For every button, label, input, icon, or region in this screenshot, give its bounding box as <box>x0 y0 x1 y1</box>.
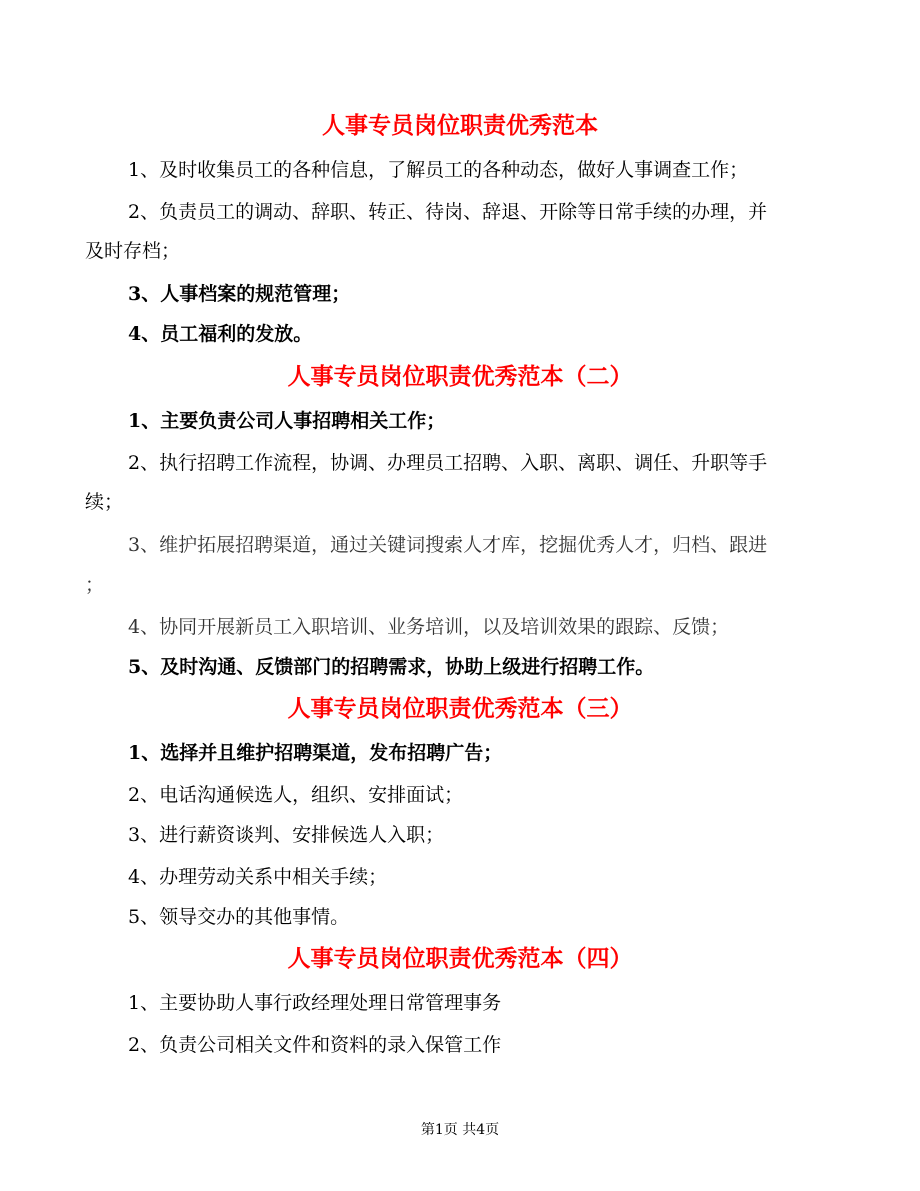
list-item: 4、员工福利的发放。 <box>128 323 313 345</box>
list-item: 1、主要协助人事行政经理处理日常管理事务 <box>128 992 502 1014</box>
list-item: 1、及时收集员工的各种信息，了解员工的各种动态，做好人事调查工作； <box>128 159 749 181</box>
list-item: 2、负责公司相关文件和资料的录入保管工作 <box>128 1034 502 1056</box>
section-title: 人事专员岗位职责优秀范本（二） <box>287 363 633 390</box>
list-item: 1、选择并且维护招聘渠道，发布招聘广告； <box>128 742 503 764</box>
list-item: 3、进行薪资谈判、安排候选人入职； <box>128 824 445 846</box>
list-item: 5、领导交办的其他事情。 <box>128 906 350 928</box>
list-item: 2、负责员工的调动、辞职、转正、待岗、辞退、开除等日常手续的办理，并 <box>128 201 768 223</box>
list-item-continuation: ； <box>85 574 105 596</box>
list-item: 2、执行招聘工作流程，协调、办理员工招聘、入职、离职、调任、升职等手 <box>128 452 768 474</box>
section-title: 人事专员岗位职责优秀范本（四） <box>287 945 633 972</box>
list-item: 5、及时沟通、反馈部门的招聘需求，协助上级进行招聘工作。 <box>128 656 655 678</box>
section-title: 人事专员岗位职责优秀范本 <box>322 112 598 139</box>
list-item: 4、办理劳动关系中相关手续； <box>128 866 388 888</box>
list-item-continuation: 续； <box>85 491 124 513</box>
list-item: 2、电话沟通候选人，组织、安排面试； <box>128 784 464 806</box>
page-number: 第1页 共4页 <box>420 1122 500 1138</box>
list-item-continuation: 及时存档； <box>85 240 181 262</box>
list-item: 3、维护拓展招聘渠道，通过关键词搜索人才库，挖掘优秀人才，归档、跟进 <box>128 534 768 556</box>
list-item: 4、协同开展新员工入职培训、业务培训，以及培训效果的跟踪、反馈； <box>128 616 730 638</box>
section-title: 人事专员岗位职责优秀范本（三） <box>287 695 633 722</box>
list-item: 3、人事档案的规范管理； <box>128 283 351 305</box>
list-item: 1、主要负责公司人事招聘相关工作； <box>128 410 446 432</box>
